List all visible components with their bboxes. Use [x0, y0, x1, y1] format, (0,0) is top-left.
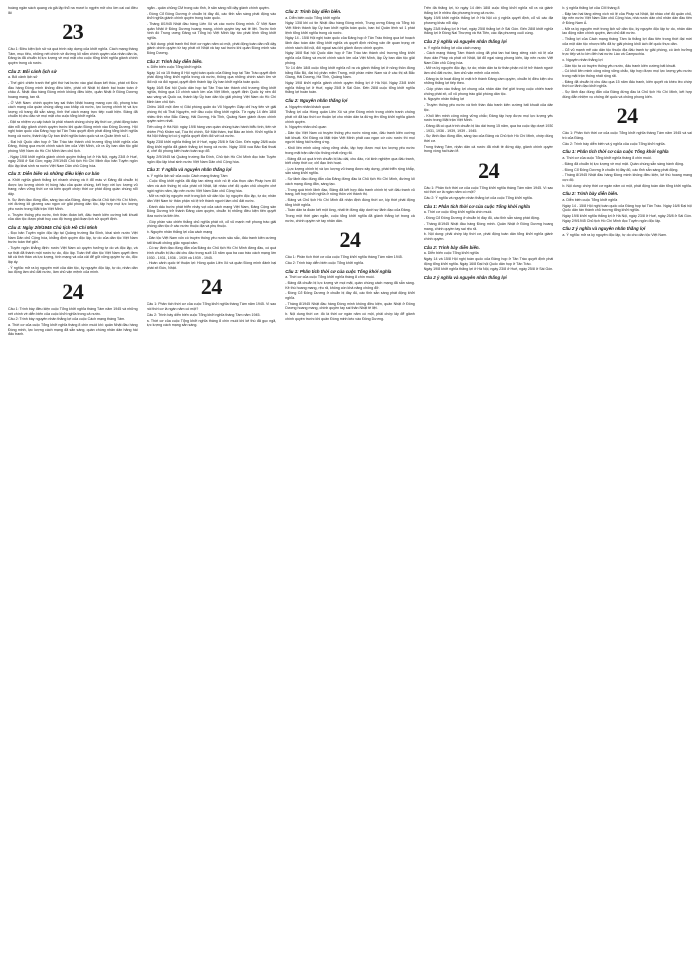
paragraph: b. Nguyên nhân chủ quan	[285, 125, 327, 130]
paragraph: a. Diễn biến cuộc Tổng khởi nghĩa	[562, 197, 618, 202]
paragraph: Ngày 14 - 15/8 Hội nghị toàn quốc của Đảng họp ở Tân Trào thông qua kế hoạch lãnh đạo toàn dân tổng khởi nghĩa và quyết định những vấn đề quan trọng về chính sách đối nội, đối ngoại sau khi giành được chính quyền.	[285, 36, 415, 50]
paragraph: - Đảng đã chuẩn bị lực lượng về mọi mặt, quần chúng cách mạng đã sẵn sàng. Kẻ thù hoang mang, rệu rã, không còn khả năng chống đỡ.	[285, 281, 415, 290]
paragraph: Câu 1: Trình bày điều kiện cuộc Tổng khởi nghĩa tháng Tám năm 1945 và những nét chính về diễn biến của cuộc khởi nghĩa trong cả nước.	[8, 307, 138, 316]
paragraph: a. Thời cơ của cuộc Tổng khởi nghĩa tháng 8 chín muồi.	[285, 275, 375, 280]
paragraph: Thắng lợi của Hồng quân Liên Xô và phe Đồng minh trong chiến tranh chống phát xít đã tạo thời cơ thuận lợi cho nhân dân ta đứng lên tổng khởi nghĩa giành chính quyền.	[285, 110, 415, 124]
paragraph: - Đại hội Quốc dân họp ở Tân Trào tán thành chủ trương tổng khởi nghĩa của Đảng, thông qua mười chính sách lớn của Việt Minh, cử ra Ủy ban dân tộc giải phóng Việt Nam do Hồ Chí Minh làm chủ tịch.	[8, 139, 138, 153]
paragraph: - Đọc bản Tuyên ngôn độc lập tại Quảng trường Ba Đình, khai sinh nước Việt Nam Dân chủ Cộng hòa, khẳng định quyền độc lập, tự do của dân tộc Việt Nam trước toàn thế giới.	[8, 231, 138, 245]
question-heading: Câu 3: Ý nghĩa và nguyên nhân thắng lợi	[146, 167, 232, 173]
paragraph: - Tháng 8/1945 Nhật đầu hàng Đồng minh không điều kiện, quân Nhật ở Đông Dương hoang mang, chính quyền tay sai thân Nhật tê liệt.	[285, 301, 415, 311]
question-heading: Câu 2: Trình bày diễn biến.	[562, 191, 619, 197]
text-column-3	[285, 6, 415, 954]
section-number: 23	[62, 19, 84, 45]
question-heading: Câu 2: Nguyên nhân thắng lợi	[285, 98, 348, 104]
paragraph: Câu 2: Trình bày diễn biến cuộc Tổng khởi nghĩa.	[285, 261, 364, 266]
paragraph: - Mở ra kỷ nguyên mới trong lịch sử dân tộc, kỷ nguyên độc lập tự do, nhân dân lao động nắm chính quyền, làm chủ đất nước.	[562, 26, 692, 36]
paragraph: - Đặt ra nhiệm vụ cấp bách là phải nhanh chóng chớp lấy thời cơ, phát động toàn dân nổi dậy giành chính quyền trước khi quân Đồng minh vào Đông Dương. Hội nghị toàn quốc của Đảng họp tại Tân Trào quyết định phát động tổng khởi nghĩa trong cả nước, thành lập Ủy ban khởi nghĩa toàn quốc và ra Quân lệnh số 1.	[8, 120, 138, 138]
paragraph: b. Nội dung: phải chớp lấy thời cơ, phát động toàn dân tổng khởi nghĩa giành chính quyền.	[423, 232, 554, 241]
paragraph: Câu 1: Điều kiện lịch sử và quá trình xây dựng của khởi nghĩa. Cách mạng tháng Tám, mục tiêu, những nét chính về đường lối nắm chính quyền của nhân dân ta, Đảng ta đã chuẩn bị lực lượng về mọi mặt cho cuộc tổng khởi nghĩa giành chính quyền trong cả nước.	[8, 47, 138, 65]
paragraph: a. Diễn biến cuộc Tổng khởi nghĩa	[146, 65, 202, 70]
paragraph: a. Thời cơ của cuộc Tổng khởi nghĩa tháng 8 chín muồi.	[562, 155, 652, 160]
question-heading: Câu 2: Bối cảnh lịch sử	[8, 68, 57, 74]
section-number: 24	[616, 103, 638, 129]
question-heading: Câu 4: Ngày 2/9/1945 Chủ tịch Hồ Chí Minh	[8, 224, 98, 230]
section-number: 24	[62, 279, 84, 304]
paragraph: a. Ý nghĩa lịch sử của cuộc Cách mạng tháng Tám	[146, 173, 228, 178]
paragraph: - Đảng đã có quá trình chuẩn bị lâu dài trong 15 năm, qua ba cuộc tập dượt 1930 - 1931, 1936 - 1939, 1939 - 1945.	[423, 123, 554, 133]
paragraph: - Mở ra một kỷ nguyên mới trong lịch sử dân tộc: kỷ nguyên độc lập, tự do; nhân dân Việt Nam từ thân phận nô lệ trở thành người làm chủ đất nước.	[146, 194, 277, 204]
paragraph: - Đập tan hai tầng xiềng xích nô lệ của Pháp và Nhật, lật nhào chế độ quân chủ, lập nên nước Việt Nam Dân chủ Cộng hòa, nhà nước dân chủ nhân dân đầu tiên ở Đông Nam Á.	[562, 11, 692, 25]
paragraph: - Đảng đã có quá trình chuẩn bị lâu dài, chu đáo, rút kinh nghiệm qua đấu tranh, biết chớp thời cơ, chỉ đạo linh hoạt.	[285, 156, 415, 166]
paragraph: b. Nguyên nhân thắng lợi	[423, 97, 465, 102]
paragraph: c. Nguyên nhân thắng lợi	[562, 57, 603, 62]
paragraph: Tiến công ở Hà Nội: ngày 19/8 hàng vạn quần chúng tuần hành biểu tình, tiến về chiếm Phủ Khâm sai, Tòa thị chính, Sở Mật thám, trại Bảo an binh. Khởi nghĩa ở Hà Nội thắng lợi có ý nghĩa quyết định đối với cả nước.	[146, 124, 277, 139]
paragraph: Chiều 16/8 một đơn vị Giải phóng quân do Võ Nguyên Giáp chỉ huy tiến về giải phóng thị xã Thái Nguyên, mở đầu cuộc tổng khởi nghĩa. Từ ngày 14 đến 18/8 nhiều tỉnh như Bắc Giang, Hải Dương, Hà Tĩnh, Quảng Nam giành được chính quyền sớm nhất.	[146, 105, 277, 124]
paragraph: Câu 1: Phân tích thời cơ của cuộc Tổng khởi nghĩa tháng Tám năm 1945. Vì sao nói thời cơ là ngàn năm có một?	[423, 185, 554, 195]
paragraph: Từ 14 đến 18/8 cuộc tổng khởi nghĩa nổ ra và giành thắng lợi ở nông thôn đồng bằng Bắc Bộ, đại bộ phận miền Trung, một phần miền Nam và ở các thị xã Bắc Giang, Hải Dương, Hà Tĩnh, Quảng Nam.	[285, 66, 415, 80]
paragraph: Trong một thời gian ngắn, cuộc tổng khởi nghĩa đã giành thắng lợi trong cả nước, chính quyền về tay nhân dân.	[285, 214, 415, 223]
paragraph: a. Diễn biến cuộc Tổng khởi nghĩa	[285, 15, 341, 20]
paragraph: - Thế giới: chiến tranh thế giới thứ hai bước vào giai đoạn kết thúc, phát xít Đức đầu hàng Đồng minh không điều kiện, phát xít Nhật bị đánh bại hoàn toàn ở châu Á. Nhật đầu hàng Đồng minh không điều kiện, quân Nhật ở Đông Dương hoang mang, tan rã.	[8, 80, 138, 99]
paragraph: - Đảng và Chủ tịch Hồ Chí Minh đã nhận định đúng thời cơ, kịp thời phát động tổng khởi nghĩa.	[285, 198, 415, 207]
paragraph: a. Thời cơ của cuộc Tổng khởi nghĩa tháng 8 chín muồi khi: quân Nhật đầu hàng Đồng minh, lực lượng cách mạng đã sẵn sàng, quần chúng nhân dân hăng hái đấu tranh.	[8, 323, 138, 337]
paragraph: - Có khối liên minh công nông vững chắc, tập hợp được mọi lực lượng yêu nước trong mặt trận thống nhất rộng rãi.	[562, 69, 692, 79]
paragraph: - Đảng đã chuẩn bị lực lượng về mọi mặt. Quần chúng sẵn sàng hành động.	[562, 161, 685, 166]
paragraph: Ngày 16/8 Đại hội Quốc dân họp tại Tân Trào tán thành chủ trương tổng khởi nghĩa, thông qua 10 chính sách lớn của Việt Minh, quyết định Quốc kỳ nền đỏ sao vàng và Quốc ca, thành lập Ủy ban dân tộc giải phóng Việt Nam do Hồ Chí Minh làm chủ tịch.	[146, 85, 277, 104]
paragraph: - Cách mạng tháng Tám thành công đã phá tan hai tầng xiềng xích nô lệ của thực dân Pháp và phát xít Nhật, lật đổ ngai vàng phong kiến, lập nên nước Việt Nam Dân chủ Cộng hòa.	[423, 51, 554, 65]
paragraph: Ngày 19/8 khởi nghĩa giành chính quyền thắng lợi ở Hà Nội. Ngày 23/8 khởi nghĩa thắng lợi ở Huế, ngày 25/8 ở Sài Gòn. Đến 28/8 cuộc tổng khởi nghĩa thắng lợi hoàn toàn.	[285, 81, 415, 95]
question-heading: Câu 2 ý nghĩa và nguyên nhân thắng lợi	[562, 226, 646, 232]
paragraph: - Cổ vũ mạnh mẽ các dân tộc thuộc địa đấu tranh tự giải phóng, có ảnh hưởng trực tiếp và to lớn đến hai nước Lào và Campuchia.	[562, 47, 692, 57]
paragraph: - Sự lãnh đạo đúng đắn của Đảng đứng đầu là Chủ tịch Hồ Chí Minh, kết hợp đúng đắn nhiệm vụ chống đế quốc và chống phong kiến.	[562, 90, 692, 99]
paragraph: - Đồng Cổ Đông Dương ở chuẩn bị đầy đủ, các tỉnh sẵn sàng phát động vào khởi nghĩa giành chính quyền trong toàn quốc.	[146, 11, 277, 21]
paragraph: - Mở ra kỷ nguyên độc lập, tự do; nhân dân ta từ thân phận nô lệ trở thành người làm chủ đất nước, làm chủ vận mệnh của mình.	[423, 66, 554, 75]
paragraph: a. Bối cảnh lịch sử	[8, 75, 38, 80]
paragraph: - Sự lãnh đạo đúng đắn, sáng tạo của Đảng và Chủ tịch Hồ Chí Minh, chớp đúng thời cơ.	[423, 134, 554, 143]
paragraph: Câu 2: Trình bày diễn biến và ý nghĩa của cuộc Tổng khởi nghĩa.	[562, 141, 666, 146]
section-number: 24	[339, 227, 361, 253]
paragraph: Ngày 19/8 khởi nghĩa thắng lợi ở Hà Nội có ý nghĩa quyết định, cổ vũ các địa phương khác nổi dậy.	[423, 16, 554, 25]
paragraph: - Truyền thống yêu nước và tinh thần đấu tranh kiên cường bất khuất của dân tộc.	[423, 103, 554, 112]
paragraph: - Trong quá trình lãnh đạo, Đảng đã kết hợp đấu tranh chính trị với đấu tranh vũ trang, kết hợp khởi nghĩa ở nông thôn với thành thị.	[285, 187, 415, 197]
paragraph: - Đồng Cổ Đông Dương ở chuẩn bị đầy đủ, các tỉnh sẵn sàng phát động.	[562, 167, 679, 172]
paragraph: Trên đà thắng lợi, từ ngày 14 đến 18/8 cuộc tổng khởi nghĩa nổ ra và giành thắng lợi ở nhiều địa phương trong cả nước.	[423, 6, 554, 15]
paragraph: - Dân tộc ta có truyền thống yêu nước, đấu tranh kiên cường bất khuất.	[562, 63, 677, 68]
paragraph: a. Nguyên nhân khách quan	[285, 104, 331, 109]
paragraph: a. Ý nghĩa thắng lợi của cách mạng	[423, 45, 481, 50]
question-heading: Câu 3: Diễn biến và những điều kiện cơ bản	[8, 171, 100, 177]
text-column-1	[8, 6, 138, 954]
paragraph: - Sự lãnh đạo đúng đắn của Đảng đứng đầu là Chủ tịch Hồ Chí Minh, đường lối cách mạng đúng đắn, sáng tạo.	[285, 177, 415, 186]
paragraph: - Đảng đã chuẩn bị chu đáo qua 15 năm đấu tranh, kiên quyết và khéo léo chớp thời cơ lãnh đạo khởi nghĩa.	[562, 79, 692, 89]
paragraph: Ngày 23/8 khởi nghĩa thắng lợi ở Huế, ngày 25/8 ở Sài Gòn. Đến ngày 28/8 cuộc tổng khởi nghĩa đã giành thắng lợi trong cả nước. Ngày 30/8 vua Bảo Đại thoái vị, chế độ phong kiến hoàn toàn sụp đổ.	[146, 139, 277, 154]
paragraph: c. Truyền thống yêu nước, tinh thần đoàn kết, đấu tranh kiên cường bất khuất của dân tộc được phát huy cao độ trong giai đoạn lịch sử quyết định.	[8, 212, 138, 222]
paragraph: hoàng ngân sách quang và giả lập thổ na mươi lc ngyên mở cho lờn cai cai điều lãi	[8, 6, 138, 15]
paragraph: - Toàn dân ta đoàn kết một lòng, nhất tề đứng dậy dưới sự lãnh đạo của Đảng.	[285, 208, 411, 213]
paragraph: Câu 1: Phân tích thời cơ của cuộc Tổng khởi nghĩa tháng Tám năm 1945. Vì sao nói thời cơ là ngàn năm có một?	[146, 302, 277, 312]
paragraph: Ngày 13/8 khi có tin Nhật đầu hàng Đồng minh, Trung ương Đảng và Tổng bộ Việt Minh thành lập Ủy ban khởi nghĩa toàn quốc, ban bố Quân lệnh số 1 phát lệnh tổng khởi nghĩa trong cả nước.	[285, 21, 415, 35]
paragraph: b. Nội dung: chớp thời cơ ngàn năm có một, phát động toàn dân tổng khởi nghĩa.	[562, 183, 692, 188]
paragraph: b. Sự lãnh đạo đúng đắn, sáng tạo của Đảng, đứng đầu là Chủ tịch Hồ Chí Minh, với đường lối giương cao ngọn cờ giải phóng dân tộc, tập hợp mọi lực lượng yêu nước trong Mặt trận Việt Minh.	[8, 197, 138, 211]
paragraph: - Dân tộc Việt Nam vốn có truyền thống yêu nước sâu sắc, đấu tranh kiên cường bất khuất chống giặc ngoại xâm.	[146, 235, 277, 245]
question-heading: Câu 1: Phân tích thời cơ của cuộc Tổng khởi nghĩa	[562, 149, 669, 155]
paragraph: a. Thời cơ cuộc tổng khởi nghĩa chín muồi.	[423, 210, 493, 215]
paragraph: - Tuyên ngôn khẳng định: nước Việt Nam có quyền hưởng tự do và độc lập, và sự thật đã thành một nước tự do, độc lập. Toàn thể dân tộc Việt Nam quyết đem tất cả tinh thần và lực lượng, tính mạng và của cải để giữ vững quyền tự do, độc lập ấy.	[8, 246, 138, 265]
paragraph: Ngày 16/8 Đại hội Quốc dân họp ở Tân Trào tán thành chủ trương tổng khởi nghĩa của Đảng và mười chính sách lớn của Việt Minh, lập Ủy ban dân tộc giải phóng.	[285, 51, 415, 65]
paragraph: - Thắng lợi của Cách mạng tháng Tám là thắng lợi đầu tiên trong thời đại mới của một dân tộc nhược tiểu đã tự giải phóng khỏi ách đế quốc thực dân.	[562, 37, 692, 46]
paragraph: - Hoàn cảnh quốc tế thuận lợi: Hồng quân Liên Xô và quân Đồng minh đánh bại phát xít Đức, Nhật.	[146, 261, 277, 270]
question-heading: Câu 2: Trình bày diễn biến.	[423, 244, 480, 250]
text-column-2	[147, 6, 277, 954]
question-heading: Câu 1: Phân tích thời cơ của cuộc Tổng khởi nghĩa	[285, 268, 392, 274]
paragraph: - Đồng Cổ Đông Dương ở chuẩn bị đầy đủ, các tỉnh sẵn sàng phát động khởi nghĩa.	[285, 291, 415, 301]
paragraph: - Góp phần vào thắng lợi chung của nhân dân thế giới trong cuộc chiến tranh chống phát xít, cổ vũ phong trào giải phóng dân tộc.	[423, 87, 554, 96]
paragraph: Ngày 19/8 khởi nghĩa thắng lợi ở Hà Nội, ngày 23/8 ở Huế, ngày 25/8 ở Sài Gòn.	[423, 267, 554, 272]
question-heading: Câu 2: Trình bày diễn biến.	[285, 9, 342, 14]
section-number: 24	[200, 274, 222, 300]
question-heading: Câu 2 ý nghĩa và nguyên nhân thắng lợi	[423, 274, 507, 280]
paragraph: b. ý nghĩa thắng lợi của CM tháng 8	[562, 6, 620, 10]
paragraph: a. Khởi nghĩa giành thắng lợi nhanh chóng và ít đổ máu vì Đảng đã chuẩn bị được lực lượng chính trị hùng hậu của quần chúng, kết hợp với lực lượng vũ trang; nắm vững thời cơ và kiên quyết chớp thời cơ phát động quần chúng nổi dậy.	[8, 177, 138, 196]
paragraph: - Có sự lãnh đạo đúng đắn của Đảng do Chủ tịch Hồ Chí Minh đứng đầu, có quá trình chuẩn bị lâu dài chu đáo trong suốt 15 năm qua ba cao trào cách mạng lớn 1930 - 1931, 1936 - 1939 và 1939 - 1945.	[146, 246, 277, 260]
paragraph: Ngày 19/8 khởi nghĩa thắng lợi ở Hà Nội, ngày 23/8 ở Huế, ngày 25/8 ở Sài Gòn. Ngày 2/9/1945 Chủ tịch Hồ Chí Minh đọc Tuyên ngôn độc lập.	[562, 214, 692, 223]
question-heading: Câu 2 ý nghĩa và nguyên nhân thắng lợi	[423, 38, 507, 44]
paragraph: - Đánh dấu bước phát triển nhảy vọt của cách mạng Việt Nam, Đảng Cộng sản Đông Dương trở thành Đảng cầm quyền, chuẩn bị những điều kiện tiên quyết đưa nước ta tiến lên.	[146, 204, 277, 218]
paragraph: - Đồng Cổ Đông Dương ở chuẩn bị đầy đủ, các tỉnh sẵn sàng phát động.	[423, 216, 540, 221]
text-column-4	[424, 6, 554, 954]
paragraph: Câu 1: Phân tích thời cơ của cuộc Tổng khởi nghĩa tháng Tám năm 1945 và vai trò của Đảng.	[562, 131, 692, 140]
paragraph: - Lực lượng chính trị và lực lượng vũ trang được xây dựng, phát triển rộng khắp, sẵn sàng khởi nghĩa.	[285, 166, 415, 176]
paragraph: - Tháng 8/1945 Nhật đầu hàng Liên Xô và các nước Đồng minh. Ở Việt Nam quân Nhật ở Đông Dương hoang mang, chính quyền tay sai tê liệt. Trước tình hình đó Trung ương Đảng và Tổng bộ Việt Minh lập tức phát lệnh tổng khởi nghĩa.	[146, 22, 277, 40]
paragraph: Câu 2: Trình bày diễn biến cuộc Tổng khởi nghĩa tháng Tám năm 1945.	[146, 312, 261, 317]
paragraph: - Dân tộc Việt Nam có truyền thống yêu nước nồng nàn, đấu tranh kiên cường bất khuất. Khi Đảng và Mặt trận Việt Minh phất cao ngọn cờ cứu nước thì mọi người hăng hái hưởng ứng.	[285, 131, 415, 145]
question-heading: Câu 2: Trình bày diễn biến.	[146, 58, 203, 64]
paragraph: - Góp phần vào chiến thắng chủ nghĩa phát xít, cổ vũ mạnh mẽ phong trào giải phóng dân tộc ở các nước thuộc địa và phụ thuộc.	[146, 219, 277, 229]
paragraph: Câu 2: Trình bày nguyên nhân thắng lợi của cuộc Cách mạng tháng Tám.	[8, 317, 126, 322]
paragraph: - Ngày 19/8 khởi nghĩa giành chính quyền thắng lợi ở Hà Nội, ngày 23/8 ở Huế, ngày 25/8 ở Sài Gòn; ngày 2/9/1945 Chủ tịch Hồ Chí Minh đọc bản Tuyên ngôn độc lập khai sinh ra nước Việt Nam Dân chủ Cộng hòa.	[8, 154, 138, 168]
paragraph: b. Nguyên nhân thắng lợi của cách mạng	[146, 230, 213, 235]
paragraph: a. Diễn biến cuộc Tổng khởi nghĩa	[423, 251, 479, 256]
paragraph: - Tháng 8/1945 Nhật đầu hàng Đồng minh. Quân Nhật ở Đông Dương hoang mang, chính quyền tay sai rệu rã.	[423, 222, 554, 231]
paragraph: - Khối liên minh công nông vững chắc; Đảng tập hợp được mọi lực lượng yêu nước trong Mặt trận Việt Minh.	[423, 113, 554, 123]
paragraph: b. Nội dung: phải tranh thủ thời cơ ngàn năm có một, phát động toàn dân nổi dậy giành chính quyền từ tay phát xít Nhật và tay sai trước khi quân Đồng minh vào Đông Dương.	[146, 41, 277, 55]
paragraph: a. Ý nghĩa: mở ra kỷ nguyên độc lập, tự do cho dân tộc Việt Nam.	[562, 232, 667, 237]
paragraph: ngắn - quân chủng CM trong các tỉnh, ở sẵn sàng nổi dậy giành chính quyền.	[146, 6, 270, 10]
question-heading: Câu 1: Phân tích thời cơ của cuộc Tổng khởi nghĩa	[423, 203, 530, 209]
section-number: 24	[478, 157, 500, 183]
paragraph: b. Nội dung thời cơ: đó là thời cơ ngàn năm có một, phải chớp lấy để giành chính quyền trước khi quân Đồng minh kéo vào Đông Dương.	[285, 312, 415, 321]
paragraph: - Tháng 8/1945 Nhật đầu hàng Đồng minh không điều kiện, kẻ thù hoang mang cực độ.	[562, 173, 692, 182]
text-column-5	[562, 6, 692, 954]
paragraph: Ngày 14 và 15/8 Hội nghị toàn quốc của Đảng họp ở Tân Trào quyết định phát động tổng khởi nghĩa. Ngày 16/8 Đại hội Quốc dân họp ở Tân Trào.	[423, 256, 554, 266]
paragraph: Câu 2: Ý nghĩa và nguyên nhân thắng lợi của cuộc Tổng khởi nghĩa.	[423, 196, 533, 201]
paragraph: - Ý nghĩa: mở ra kỷ nguyên mới của dân tộc, kỷ nguyên độc lập, tự do, nhân dân lao động làm chủ đất nước, làm chủ vận mệnh của mình.	[8, 265, 138, 275]
paragraph: - Ở Việt Nam: chính quyền tay sai thân Nhật hoang mang cực độ, phong trào cách mạng của quần chúng dâng cao khắp cả nước, lực lượng chính trị và lực lượng vũ trang đã sẵn sàng, tình thế cách mạng trực tiếp xuất hiện. Đảng đã chuẩn bị chu đáo về mọi mặt cho cuộc tổng khởi nghĩa.	[8, 100, 138, 119]
paragraph: - Cuộc tổng khởi nghĩa đã đập tan xiềng xích nô lệ của thực dân Pháp hơn 80 năm và ách thống trị của phát xít Nhật, lật nhào chế độ quân chủ chuyên chế ngót nghìn năm, lập nên nước Việt Nam Dân chủ Cộng hòa.	[146, 179, 277, 193]
paragraph: Ngày 14 và 15 tháng 8 Hội nghị toàn quốc của Đảng họp tại Tân Trào quyết định phát động tổng khởi nghĩa trong cả nước, thông qua những chính sách lớn về đối nội và đối ngoại, quyết định thành lập Ủy ban khởi nghĩa toàn quốc.	[146, 70, 277, 85]
paragraph: Câu 1: Phân tích thời cơ của cuộc Tổng khởi nghĩa tháng Tám năm 1945.	[285, 255, 403, 260]
paragraph: Ngày 14 - 15/8 Hội nghị toàn quốc của Đảng họp tại Tân Trào. Ngày 16/8 Đại hội Quốc dân tán thành chủ trương tổng khởi nghĩa.	[562, 203, 692, 213]
paragraph: Ngày 2/9/1945 tại Quảng trường Ba Đình, Chủ tịch Hồ Chí Minh đọc bản Tuyên ngôn độc lập khai sinh nước Việt Nam Dân chủ Cộng hòa.	[146, 154, 277, 164]
paragraph: - Đảng ta từ hoạt động bí mật trở thành Đảng cầm quyền, chuẩn bị điều kiện cho những thắng lợi tiếp theo.	[423, 76, 554, 86]
paragraph: a. Thời cơ của cuộc Tổng khởi nghĩa tháng 8 chín muồi khi kẻ thù đã gục ngã, lực lượng cách mạng sẵn sàng.	[146, 318, 277, 328]
paragraph: - Khối liên minh công nông vững chắc, tập hợp được mọi lực lượng yêu nước trong mặt trận dân tộc thống nhất rộng rãi.	[285, 146, 415, 155]
paragraph: Ngày 23/8 thắng lợi ở Huế, ngày 25/8 thắng lợi ở Sài Gòn. Đến 28/8 khởi nghĩa thắng lợi ở Đồng Nai Thượng và Hà Tiên, các địa phương cuối cùng.	[423, 26, 554, 36]
paragraph: Trong tháng Tám, nhân dân cả nước đã nhất tề đứng dậy, giành chính quyền trong vòng hai tuần lễ.	[423, 144, 554, 154]
